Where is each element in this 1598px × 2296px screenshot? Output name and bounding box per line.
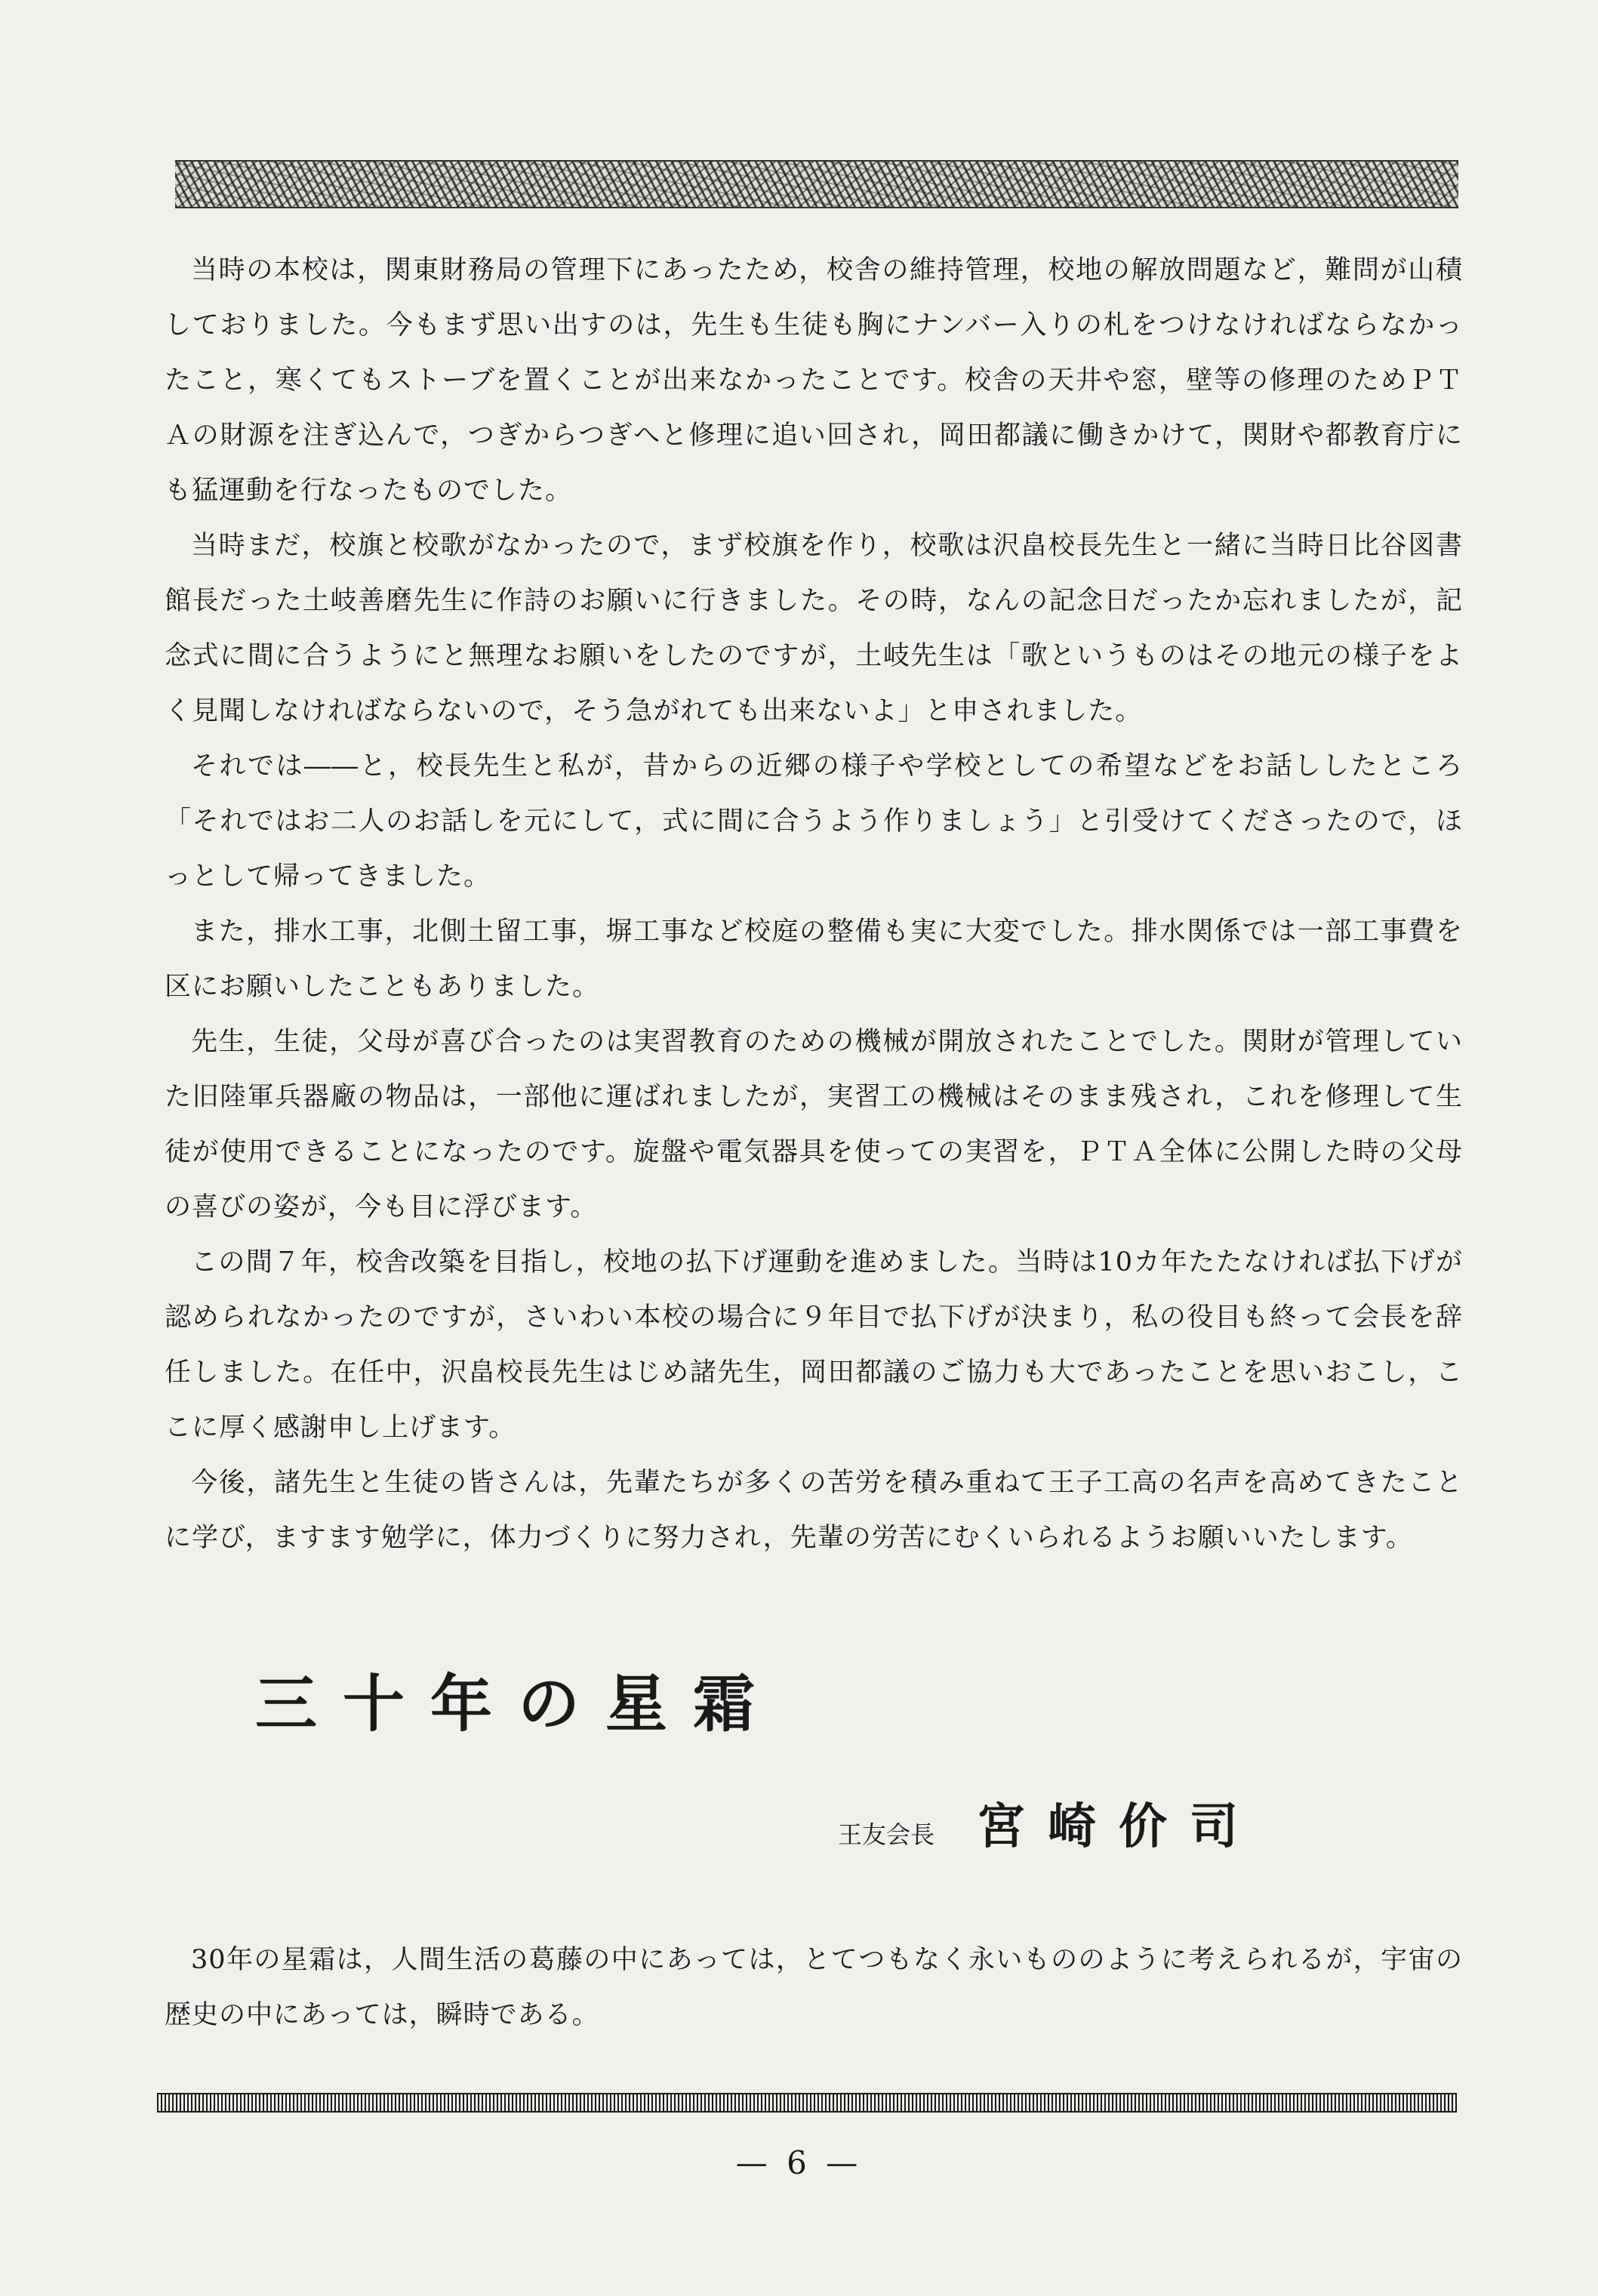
section-body — [165, 1933, 1463, 2043]
paragraph: この間７年，校舎改築を目指し，校地の払下げ運動を進めました。当時は10カ年たたなければ払下げが認められなかったのですが，さいわい本校の場合に９年目で払下げが決まり，私の役目も終って会長を辞任しました。在任中，沢畠校長先生はじめ諸先生，岡田都議のご協力も大であったことを思いおこし，ここに厚く感謝申し上げます。 — [165, 1247, 1463, 1443]
paragraph: それでは――と，校長先生と私が，昔からの近郷の様子や学校としての希望などをお話ししたところ「それではお二人のお話しを元にして，式に間に合うよう作りましょう」と引受けてくださったので，ほっとして帰ってきました。 — [165, 751, 1463, 892]
paragraph: 当時まだ，校旗と校歌がなかったので，まず校旗を作り，校歌は沢畠校長先生と一緒に当時日比谷図書館長だった土岐善磨先生に作詩のお願いに行きました。その時，なんの記念日だったか忘れましたが，記念式に間に合うようにと無理なお願いをしたのですが，土岐先生は「歌というものはその地元の様子をよく見聞しなければならないので，そう急がれても出来ないよ」と申されました。 — [165, 531, 1463, 726]
author-role: 王友会長 — [838, 1820, 935, 1849]
page-number: — 6 — — [735, 2144, 863, 2181]
decorative-header-band — [175, 160, 1458, 208]
paragraph: 今後，諸先生と生徒の皆さんは，先輩たちが多くの苦労を積み重ねて王子工高の名声を高めてきたことに学び，ますます勉学に，体力づくりに努力され，先輩の労苦にむくいられるようお願いいたします。 — [165, 1468, 1463, 1553]
paragraph: 先生，生徒，父母が喜び合ったのは実習教育のための機械が開放されたことでした。関財が管理していた旧陸軍兵器廠の物品は，一部他に運ばれましたが，実習工の機械はそのまま残され，これを修理して生徒が使用できることになったのです。旋盤や電気器具を使っての実習を，ＰＴＡ全体に公開した時の父母の喜びの姿が，今も目に浮びます。 — [165, 1027, 1463, 1222]
author-name: 宮崎价司 — [977, 1798, 1261, 1855]
section-title: 三十年の星霜 — [255, 1668, 781, 1740]
article-body — [165, 243, 1463, 1566]
author-line — [838, 1788, 1261, 1857]
paragraph: また，排水工事，北側土留工事，塀工事など校庭の整備も実に大変でした。排水関係では一部工事費を区にお願いしたこともありました。 — [165, 917, 1463, 1002]
paragraph: 当時の本校は，関東財務局の管理下にあったため，校舎の維持管理，校地の解放問題など，難問が山積しておりました。今もまず思い出すのは，先生も生徒も胸にナンバー入りの札をつけなければならなかったこと，寒くてもストーブを置くことが出来なかったことです。校舎の天井や窓，壁等の修理のためＰＴＡの財源を注ぎ込んで，つぎからつぎへと修理に追い回され，岡田都議に働きかけて，関財や都教育庁にも猛運動を行なったものでした。 — [165, 255, 1463, 506]
decorative-footer-rule — [157, 2093, 1457, 2113]
paragraph: 30年の星霜は，人間生活の葛藤の中にあっては，とてつもなく永いもののように考えられるが，宇宙の歴史の中にあっては，瞬時である。 — [165, 1945, 1463, 2030]
